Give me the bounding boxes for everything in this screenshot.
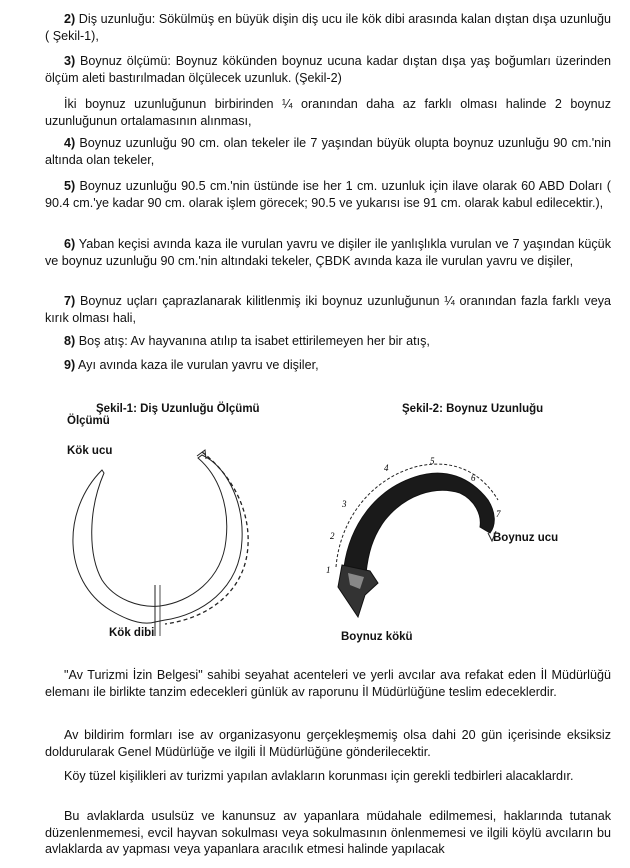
- item-9: 9) Ayı avında kaza ile vurulan yavru ve dişiler,: [64, 358, 319, 372]
- body-paragraph-4: Bu avlaklarda usulsüz ve kanunsuz av yapanlara müdahale edilmemesi, haklarında tutanak düzenlenmemesi, evcil hayvan sokulması veya sokulmasının önlenmemesi ve ilgili köylü avcıların bu avlaklarda av yapması veya yapanlara aracılık etmesi halinde yapılacak: [45, 809, 611, 856]
- horn-mark-1: 1: [326, 565, 331, 575]
- figure1-bottom-label: Kök dibi: [109, 627, 155, 639]
- horn-mark-5: 5: [430, 456, 435, 466]
- item-6: 6) Yaban keçisi avında kaza ile vurulan yavru ve dişiler ile yanlışlıkla vurulan ve 7 yaşından küçük ve boynuz uzunluğu 90 cm.'nin altındaki tekeler, ÇBDK avında kaza ile vurulan yavru ve dişiler,: [45, 237, 611, 268]
- body-paragraph-3: Köy tüzel kişilikleri av turizmi yapılan avlakların korunması için gerekli tedbirleri alacaklardır.: [64, 769, 574, 783]
- item-2: 2) Diş uzunluğu: Sökülmüş en büyük dişin diş ucu ile kök dibi arasında kalan dıştan dışa uzunluğu ( Şekil-1),: [45, 12, 611, 43]
- horn-mark-3: 3: [342, 499, 347, 509]
- item-5: 5) Boynuz uzunluğu 90.5 cm.'nin üstünde ise her 1 cm. uzunluk için ilave olarak 60 ABD Doları ( 90.4 cm.'ye kadar 90 cm. olarak işlem görecek; 90.5 ve yukarısı ise 91 cm. olarak kabul edilecektir.),: [45, 179, 611, 210]
- figure2-title: Şekil-2: Boynuz Uzunluğu: [402, 403, 544, 415]
- figure2-tip-label: Boynuz ucu: [493, 532, 559, 544]
- figure1-top-label: Kök ucu: [67, 445, 113, 457]
- tusk-illustration: [60, 440, 260, 645]
- horn-mark-2: 2: [330, 531, 335, 541]
- horn-illustration: [320, 455, 510, 625]
- body-paragraph-2: Av bildirim formları ise av organizasyonu gerçekleşmemiş olsa dahi 20 gün içerisinde eksiksiz doldurularak Genel Müdürlüğe ve ilgili İl Müdürlüğüne gönderilecektir.: [45, 728, 611, 759]
- item-4: 4) Boynuz uzunluğu 90 cm. olan tekeler ile 7 yaşından büyük olupta boynuz uzunluğu 90 cm.'nin altında olan tekeler,: [45, 136, 611, 167]
- item-note: İki boynuz uzunluğunun birbirinden ¼ oranından daha az farklı olması halinde 2 boynuz uzunluğunun ortalamasının alınması,: [45, 97, 611, 128]
- item-8: 8) Boş atış: Av hayvanına atılıp ta isabet ettirilemeyen her bir atış,: [64, 334, 430, 348]
- horn-mark-7: 7: [496, 509, 501, 519]
- body-paragraph-1: "Av Turizmi İzin Belgesi" sahibi seyahat acenteleri ve yerli avcılar ava refakat eden İl Müdürlüğü elemanı ile birlikte tanzim edecekleri günlük av raporunu İl Müdürlüğüne teslim edeceklerdir.: [45, 668, 611, 699]
- figure1-title: Şekil-1: Diş Uzunluğu Ölçümü: [96, 403, 260, 415]
- horn-mark-4: 4: [384, 463, 389, 473]
- item-7: 7) Boynuz uçları çaprazlanarak kilitlenmiş iki boynuz uzunluğunun ¼ oranından fazla farklı veya kırık olması hali,: [45, 294, 611, 325]
- horn-mark-6: 6: [471, 473, 476, 483]
- figure1-title-wrap: Ölçümü: [67, 415, 110, 427]
- figure2-root-label: Boynuz kökü: [341, 631, 413, 643]
- item-3: 3) Boynuz ölçümü: Boynuz kökünden boynuz ucuna kadar dıştan dışa yaş boğumları üzerinden ölçüm aleti bastırılmadan ölçülecek uzunluk. (Şekil-2): [45, 54, 611, 85]
